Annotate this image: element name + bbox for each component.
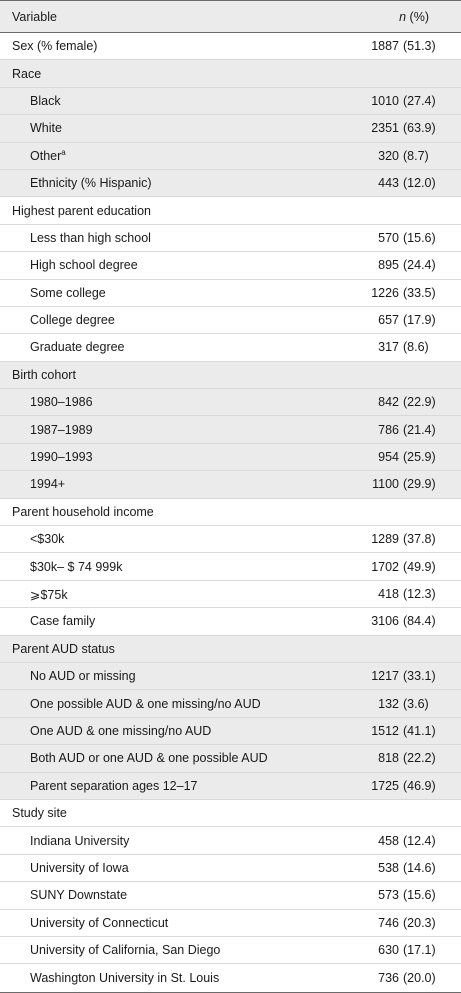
table-row — [0, 307, 461, 334]
row-label — [0, 423, 317, 437]
row-label-text: Sex (% female) — [12, 39, 98, 54]
percent-value: (49.9) — [403, 559, 436, 574]
table-group-row — [0, 197, 461, 224]
count-value: 842 — [378, 395, 399, 410]
table-row — [0, 718, 461, 745]
row-label — [0, 697, 317, 711]
row-label-text: 1987–1989 — [30, 422, 93, 437]
table-row — [0, 526, 461, 553]
table-row — [0, 910, 461, 937]
row-label-text: Parent AUD status — [12, 641, 115, 656]
table-row — [0, 745, 461, 772]
count-value: 736 — [378, 970, 399, 985]
percent-value: (25.9) — [403, 450, 436, 465]
table-row — [0, 690, 461, 717]
percent-value: (46.9) — [403, 778, 436, 793]
row-label-text: 1994+ — [30, 477, 66, 492]
table-row — [0, 252, 461, 279]
table-row — [0, 937, 461, 964]
row-label-text: <$30k — [30, 532, 65, 547]
count-value: 443 — [378, 176, 399, 191]
row-value — [317, 834, 461, 848]
table-group-row — [0, 636, 461, 663]
row-value — [317, 450, 461, 464]
percent-value: (29.9) — [403, 477, 436, 492]
percent-value: (63.9) — [403, 121, 436, 136]
row-value — [317, 532, 461, 546]
row-label-text: Washington University in St. Louis — [30, 970, 220, 985]
row-value — [317, 39, 461, 53]
row-value — [317, 916, 461, 930]
table-group-row — [0, 60, 461, 87]
row-value — [317, 751, 461, 765]
row-label — [0, 477, 317, 491]
table-group-row — [0, 33, 461, 60]
count-value: 1289 — [371, 532, 399, 547]
row-label-text: Graduate degree — [30, 340, 125, 355]
row-label — [0, 176, 317, 190]
row-value — [317, 477, 461, 491]
table-row — [0, 964, 461, 991]
row-label — [0, 313, 317, 327]
table-row — [0, 855, 461, 882]
row-label — [0, 395, 317, 409]
count-value: 458 — [378, 833, 399, 848]
row-label-text: Highest parent education — [12, 203, 151, 218]
count-value: 657 — [378, 313, 399, 328]
row-value — [317, 724, 461, 738]
percent-value: (27.4) — [403, 93, 436, 108]
table-row — [0, 170, 461, 197]
percent-value: (17.9) — [403, 313, 436, 328]
percent-value: (22.2) — [403, 751, 436, 766]
count-value: 573 — [378, 888, 399, 903]
row-label-text: SUNY Downstate — [30, 888, 128, 903]
row-label-text: White — [30, 121, 62, 136]
row-label — [0, 642, 317, 656]
row-value — [317, 560, 461, 574]
percent-value: (51.3) — [403, 39, 436, 54]
row-label-text: Black — [30, 93, 61, 108]
row-value — [317, 614, 461, 628]
row-label — [0, 258, 317, 272]
row-value — [317, 340, 461, 354]
table-row — [0, 581, 461, 608]
table-row — [0, 389, 461, 416]
row-label — [0, 149, 317, 163]
row-label — [0, 834, 317, 848]
table-row — [0, 773, 461, 800]
row-label-text: Some college — [30, 285, 106, 300]
count-value: 1512 — [371, 723, 399, 738]
row-label — [0, 751, 317, 765]
table-row — [0, 471, 461, 498]
row-value — [317, 697, 461, 711]
row-label — [0, 67, 317, 81]
row-value — [317, 94, 461, 108]
row-value — [317, 121, 461, 135]
row-label — [0, 94, 317, 108]
percent-value: (12.0) — [403, 176, 436, 191]
count-value: 570 — [378, 230, 399, 245]
row-label-text: Case family — [30, 614, 96, 629]
row-value — [317, 231, 461, 245]
row-label-text: Indiana University — [30, 833, 130, 848]
percent-value: (41.1) — [403, 723, 436, 738]
row-value — [317, 971, 461, 985]
row-label-text: $30k– $ 74 999k — [30, 559, 123, 574]
row-label — [0, 888, 317, 902]
table-row — [0, 553, 461, 580]
count-value: 630 — [378, 943, 399, 958]
row-label-text: University of Connecticut — [30, 915, 169, 930]
table-row — [0, 608, 461, 635]
row-label-text: University of Iowa — [30, 860, 129, 875]
percent-value: (20.3) — [403, 915, 436, 930]
row-value — [317, 587, 461, 601]
count-value: 786 — [378, 422, 399, 437]
row-label — [0, 669, 317, 683]
table-row — [0, 115, 461, 142]
row-value — [317, 888, 461, 902]
row-label — [0, 971, 317, 985]
row-label-text: College degree — [30, 313, 115, 328]
count-value: 895 — [378, 258, 399, 273]
count-value: 1226 — [371, 285, 399, 300]
table-row — [0, 827, 461, 854]
table-row — [0, 663, 461, 690]
row-value — [317, 669, 461, 683]
count-value: 317 — [378, 340, 399, 355]
count-value: 1887 — [371, 39, 399, 54]
percent-header-label: (%) — [409, 9, 429, 24]
row-label-text: Parent separation ages 12–17 — [30, 778, 198, 793]
count-value: 538 — [378, 860, 399, 875]
percent-value: (8.7) — [403, 148, 429, 163]
count-value: 1010 — [371, 93, 399, 108]
percent-value: (20.0) — [403, 970, 436, 985]
row-label-text: One AUD & one missing/no AUD — [30, 723, 212, 738]
row-label-text: Study site — [12, 806, 67, 821]
percent-value: (14.6) — [403, 860, 436, 875]
row-label-text: No AUD or missing — [30, 669, 136, 684]
table-group-row — [0, 800, 461, 827]
table-row — [0, 416, 461, 443]
row-value — [317, 779, 461, 793]
row-label-text: University of California, San Diego — [30, 943, 221, 958]
percent-value: (15.6) — [403, 888, 436, 903]
table-row — [0, 882, 461, 909]
row-label — [0, 614, 317, 628]
percent-value: (33.5) — [403, 285, 436, 300]
row-label — [0, 286, 317, 300]
row-value — [317, 176, 461, 190]
table-row — [0, 225, 461, 252]
n-percent-column-header — [299, 10, 461, 24]
row-label-text: Other — [30, 148, 62, 163]
percent-value: (12.4) — [403, 833, 436, 848]
table-row — [0, 280, 461, 307]
row-label-text: Both AUD or one AUD & one possible AUD — [30, 751, 268, 766]
table-group-row — [0, 362, 461, 389]
row-label — [0, 121, 317, 135]
row-value — [317, 149, 461, 163]
percent-value: (37.8) — [403, 532, 436, 547]
count-value: 2351 — [371, 121, 399, 136]
row-label — [0, 450, 317, 464]
row-label-text: 1990–1993 — [30, 450, 93, 465]
row-value — [317, 395, 461, 409]
row-value — [317, 943, 461, 957]
row-label — [0, 916, 317, 930]
row-label-text: Race — [12, 66, 42, 81]
row-value — [317, 258, 461, 272]
row-label-text: 1980–1986 — [30, 395, 93, 410]
row-value — [317, 861, 461, 875]
row-value — [317, 423, 461, 437]
row-value — [317, 313, 461, 327]
row-label — [0, 39, 317, 53]
row-label-text: Ethnicity (% Hispanic) — [30, 176, 152, 191]
table-row — [0, 444, 461, 471]
count-value: 1100 — [372, 477, 399, 492]
table-row — [0, 143, 461, 170]
row-label — [0, 204, 317, 218]
percent-value: (17.1) — [403, 943, 436, 958]
table-header-row — [0, 1, 461, 33]
table-group-row — [0, 499, 461, 526]
percent-value: (8.6) — [403, 340, 429, 355]
row-label — [0, 340, 317, 354]
count-value: 1702 — [371, 559, 399, 574]
n-header-label: n — [399, 9, 407, 24]
row-label-text: High school degree — [30, 258, 138, 273]
row-label — [0, 861, 317, 875]
percent-value: (33.1) — [403, 669, 436, 684]
count-value: 746 — [378, 915, 399, 930]
row-label-text: Birth cohort — [12, 367, 76, 382]
percent-value: (22.9) — [403, 395, 436, 410]
row-label — [0, 806, 317, 820]
row-label — [0, 560, 317, 574]
row-label-text: Less than high school — [30, 230, 151, 245]
count-value: 954 — [378, 450, 399, 465]
row-label — [0, 231, 317, 245]
count-value: 418 — [378, 587, 399, 601]
row-value — [317, 286, 461, 300]
percent-value: (3.6) — [403, 696, 429, 711]
row-label-text: ⩾$75k — [30, 587, 68, 602]
row-label — [0, 943, 317, 957]
variable-column-header: Variable — [12, 9, 57, 24]
percent-value: (21.4) — [403, 422, 436, 437]
percent-value: (12.3) — [403, 587, 436, 601]
row-label — [0, 532, 317, 546]
table-row — [0, 88, 461, 115]
row-label-text: Parent household income — [12, 504, 154, 519]
percent-value: (24.4) — [403, 258, 436, 273]
count-value: 320 — [378, 148, 399, 163]
count-value: 818 — [378, 751, 399, 766]
row-label — [0, 505, 317, 519]
row-label — [0, 779, 317, 793]
percent-value: (15.6) — [403, 230, 436, 245]
footnote-marker: a — [61, 147, 66, 157]
table-body — [0, 33, 461, 992]
count-value: 3106 — [371, 614, 399, 629]
count-value: 132 — [378, 696, 399, 711]
row-label — [0, 368, 317, 382]
count-value: 1217 — [371, 669, 399, 684]
row-label — [0, 724, 317, 738]
row-label-text: One possible AUD & one missing/no AUD — [30, 696, 261, 711]
count-value: 1725 — [371, 778, 399, 793]
row-label — [0, 587, 317, 602]
percent-value: (84.4) — [403, 614, 436, 629]
table-row — [0, 334, 461, 361]
